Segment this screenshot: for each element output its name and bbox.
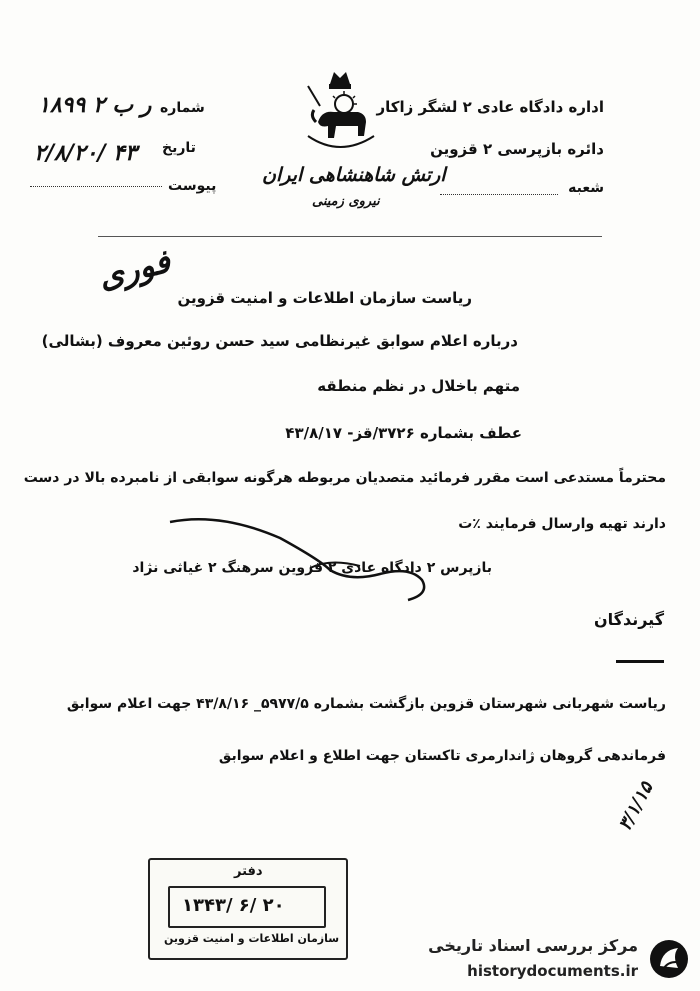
body-line-2: دارند تهیه وارسال فرمایند ٪ت bbox=[458, 516, 666, 532]
stamp-date-box bbox=[168, 886, 326, 928]
body-line-1: محترماً مستدعی است مقرر فرمائید متصدیان مربوطه هرگونه سوابقی از نامبرده بالا در دست bbox=[23, 470, 666, 486]
urgent-marking: فوری bbox=[94, 241, 174, 297]
watermark-name: مرکز بررسی اسناد تاریخی bbox=[428, 936, 638, 955]
number-value: ۱۸۹۹ ر ب ۲ bbox=[38, 92, 152, 118]
attachment-label: پیوست bbox=[168, 178, 217, 194]
org-line-2: دائره بازپرسی ۲ قزوین bbox=[430, 140, 604, 158]
emblem-text-main: ارتش شاهنشاهی ایران bbox=[262, 164, 446, 186]
lion-and-sun-emblem-icon bbox=[300, 66, 380, 156]
recipient-line: ریاست سازمان اطلاعات و امنیت قزوین bbox=[177, 289, 472, 307]
accused-line: متهم باخلال در نظم منطقه bbox=[317, 377, 520, 395]
org-line-3: شعبه bbox=[568, 180, 604, 196]
signature-scribble-icon bbox=[160, 508, 460, 608]
org-line-1: اداره دادگاه عادی ۲ لشگر زاکار bbox=[376, 98, 604, 116]
watermark-logo-icon bbox=[648, 938, 690, 980]
number-label: شماره bbox=[160, 100, 205, 116]
recipients-divider bbox=[616, 660, 664, 663]
stamp-date: ۱۳۴۳/ ۶/ ۲۰ bbox=[182, 895, 285, 916]
stamp-top-text: دفتر bbox=[234, 864, 263, 879]
stamp-bottom-text: سازمان اطلاعات و امنیت قزوین bbox=[164, 932, 340, 945]
date-label: تاریخ bbox=[162, 140, 196, 156]
watermark bbox=[418, 928, 700, 991]
margin-note: ۳/۱/۱۵ bbox=[614, 778, 658, 835]
signature-line: بازپرس ۲ دادگاه عادی ۲ قزوین سرهنگ ۲ غیاثی نژاد bbox=[132, 560, 492, 576]
date-value: ۲/۸/۲۰/ ۴۳ bbox=[34, 140, 137, 166]
reference-line: عطف بشماره ۳۷۲۶/قز- ۴۳/۸/۱۷ bbox=[285, 424, 522, 442]
attachment-dots bbox=[30, 186, 162, 187]
emblem-text-sub: نیروی زمینی bbox=[312, 194, 380, 209]
recipients-heading: گیرندگان bbox=[593, 610, 664, 629]
header-divider bbox=[98, 236, 602, 237]
subject-line: درباره اعلام سوابق غیرنظامی سید حسن روئین معروف (بشالی) bbox=[41, 332, 518, 350]
cc-line-2: فرماندهی گروهان ژاندارمری تاکستان جهت اطلاع و اعلام سوابق bbox=[218, 748, 666, 764]
registry-stamp bbox=[148, 858, 348, 960]
org-line-3-dots bbox=[440, 194, 558, 195]
watermark-url: historydocuments.ir bbox=[467, 962, 638, 980]
cc-line-1: ریاست شهربانی شهرستان قزوین بازگشت بشماره ۵۹۷۷/۵_ ۴۳/۸/۱۶ جهت اعلام سوابق bbox=[66, 696, 666, 712]
